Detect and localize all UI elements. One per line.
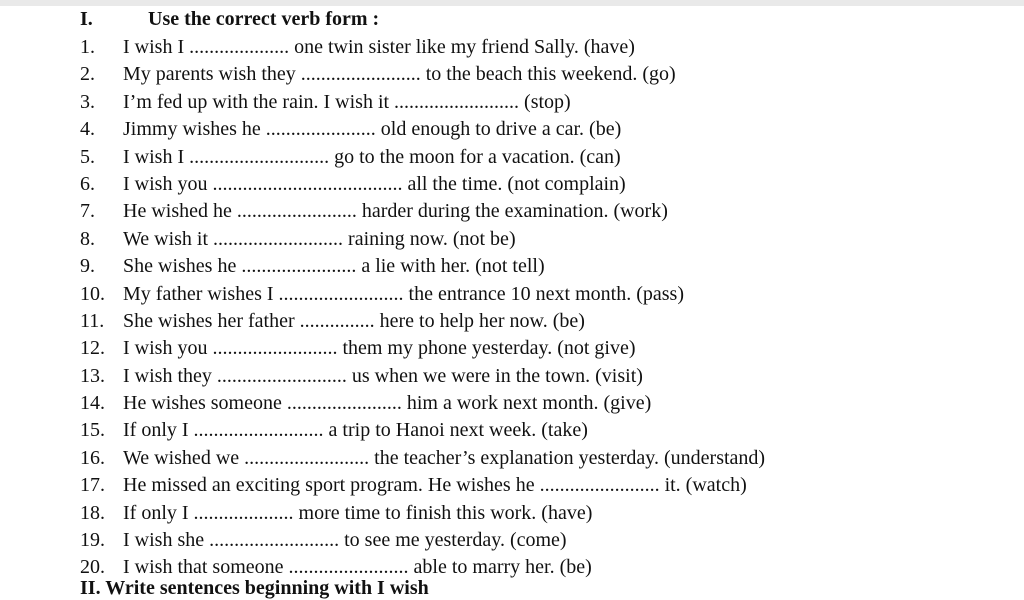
exercise-item: [80, 198, 765, 225]
item-number: 8.: [80, 227, 95, 250]
item-text: She wishes he ....................... a lie with her. (not tell): [123, 255, 545, 278]
exercise-item: [80, 363, 765, 390]
item-number: 7.: [80, 200, 95, 223]
item-number: 5.: [80, 145, 95, 168]
item-number: 19.: [80, 529, 105, 552]
exercise-item: [80, 116, 765, 143]
item-text: If only I .................... more time to finish this work. (have): [123, 501, 593, 524]
item-text: I wish they .......................... us when we were in the town. (visit): [123, 364, 643, 387]
item-number: 15.: [80, 419, 105, 442]
section-title: Use the correct verb form :: [148, 8, 380, 30]
exercise-item: [80, 144, 765, 171]
item-number: 6.: [80, 172, 95, 195]
next-section-heading-cropped: II. Write sentences beginning with I wish: [80, 577, 429, 599]
exercise-item: [80, 308, 765, 335]
item-text: She wishes her father ............... here to help her now. (be): [123, 309, 585, 332]
item-text: I wish I .................... one twin sister like my friend Sally. (have): [123, 36, 635, 58]
item-number: 11.: [80, 309, 105, 332]
item-number: 10.: [80, 282, 105, 305]
exercise-item: [80, 472, 765, 499]
item-text: I’m fed up with the rain. I wish it ......................... (stop): [123, 90, 571, 113]
item-number: 3.: [80, 90, 95, 113]
item-text: He wished he ........................ harder during the examination. (work): [123, 200, 668, 223]
exercise-item: [80, 34, 765, 61]
exercise-item: [80, 281, 765, 308]
exercise-item: [80, 253, 765, 280]
item-text: I wish you ......................... them my phone yesterday. (not give): [123, 337, 636, 360]
item-text: I wish she .......................... to see me yesterday. (come): [123, 529, 567, 552]
exercise-item: [80, 226, 765, 253]
exercise-item: [80, 390, 765, 417]
item-number: 2.: [80, 63, 95, 86]
item-number: 1.: [80, 36, 95, 58]
item-number: 13.: [80, 364, 105, 387]
item-text: If only I .......................... a trip to Hanoi next week. (take): [123, 419, 588, 442]
item-number: 9.: [80, 255, 95, 278]
item-number: 18.: [80, 501, 105, 524]
item-text: My parents wish they ........................ to the beach this weekend. (go): [123, 63, 676, 86]
item-text: He wishes someone ....................... him a work next month. (give): [123, 392, 652, 415]
exercise-item: [80, 500, 765, 527]
item-number: 14.: [80, 392, 105, 415]
section-heading: [80, 7, 379, 31]
item-text: I wish you ...................................... all the time. (not complain): [123, 172, 626, 195]
item-number: 12.: [80, 337, 105, 360]
section-number: I.: [80, 8, 93, 30]
item-text: I wish that someone ........................ able to marry her. (be): [123, 556, 592, 579]
item-number: 20.: [80, 556, 105, 579]
item-number: 17.: [80, 474, 105, 497]
item-text: I wish I ............................ go to the moon for a vacation. (can): [123, 145, 621, 168]
exercise-item: [80, 445, 765, 472]
item-number: 16.: [80, 446, 105, 469]
item-text: Jimmy wishes he ...................... old enough to drive a car. (be): [123, 118, 622, 141]
exercise-item: [80, 417, 765, 444]
exercise-item: [80, 171, 765, 198]
exercise-item: [80, 527, 765, 554]
item-number: 4.: [80, 118, 95, 141]
exercise-item: [80, 61, 765, 88]
exercise-item: [80, 335, 765, 362]
exercise-item: [80, 89, 765, 116]
item-text: We wished we ......................... the teacher’s explanation yesterday. (understand): [123, 446, 766, 469]
item-text: My father wishes I ......................... the entrance 10 next month. (pass): [123, 282, 684, 305]
item-text: We wish it .......................... raining now. (not be): [123, 227, 516, 250]
item-text: He missed an exciting sport program. He wishes he ........................ it. (watch): [123, 474, 747, 497]
